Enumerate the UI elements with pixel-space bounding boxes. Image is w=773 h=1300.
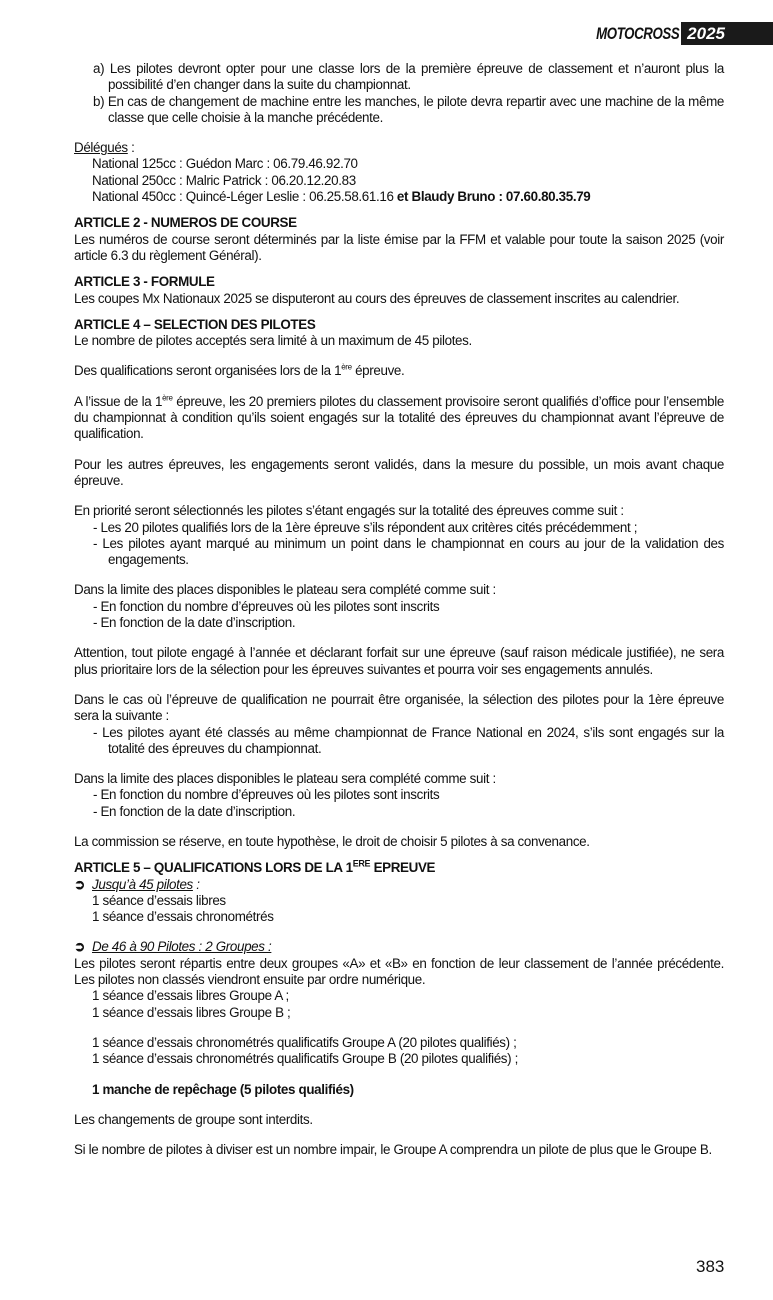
arrow-right-icon: ➲: [74, 939, 85, 955]
section-90-heading: ➲ De 46 à 90 Pilotes : 2 Groupes :: [74, 939, 272, 955]
list-item: - Les pilotes ayant marqué au minimum un point dans le championnat en cours au jour de la validation des engagements.: [93, 535, 724, 568]
repechage-line: 1 manche de repêchage (5 pilotes qualifiés): [92, 1081, 354, 1097]
delegue-125: National 125cc : Guédon Marc : 06.79.46.92.70: [92, 156, 358, 172]
article4-p5: En priorité seront sélectionnés les pilotes s’étant engagés sur la totalité des épreuves comme suit :: [74, 503, 624, 519]
group-change-note: Les changements de groupe sont interdits.: [74, 1111, 313, 1127]
article2-text: Les numéros de course seront déterminés par la liste émise par la FFM et valable pour toute la saison 2025 (voir article 6.3 du règlement Général).: [74, 231, 724, 263]
session-line: 1 séance d’essais chronométrés qualificatifs Groupe A (20 pilotes qualifiés) ;: [92, 1034, 517, 1050]
list-item: - Les pilotes ayant été classés au même championnat de France National en 2024, s’ils sont engagés sur la totalité des épreuves du championnat.: [93, 724, 724, 756]
article4-title: ARTICLE 4 – SELECTION DES PILOTES: [74, 316, 316, 332]
session-line: 1 séance d’essais chronométrés: [92, 909, 274, 925]
document-body: [74, 61, 724, 1158]
page-number: 383: [696, 1257, 725, 1276]
article4-p2: Des qualifications seront organisées lors de la 1ère épreuve.: [74, 362, 405, 379]
session-line: 1 séance d’essais libres Groupe B ;: [92, 1004, 291, 1020]
list-item: - En fonction du nombre d’épreuves où les pilotes sont inscrits: [93, 787, 440, 803]
list-item: - En fonction du nombre d’épreuves où les pilotes sont inscrits: [93, 598, 440, 614]
article4-p9: Dans la limite des places disponibles le plateau sera complété comme suit :: [74, 771, 496, 787]
list-item: - En fonction de la date d’inscription.: [93, 615, 296, 631]
article4-p4: Pour les autres épreuves, les engagements seront validés, dans la mesure du possible, un mois avant chaque épreuve.: [74, 456, 724, 488]
session-line: 1 séance d’essais chronométrés qualificatifs Groupe B (20 pilotes qualifiés) ;: [92, 1051, 518, 1067]
article2-title: ARTICLE 2 - NUMEROS DE COURSE: [74, 215, 297, 231]
section-45-heading: ➲ Jusqu’à 45 pilotes :: [74, 876, 200, 892]
intro-item-b: b) En cas de changement de machine entre les manches, le pilote devra repartir avec une machine de la même classe que celle choisie à la manche précédente.: [93, 93, 724, 125]
delegue-250: National 250cc : Malric Patrick : 06.20.12.20.83: [92, 172, 356, 188]
article4-p1: Le nombre de pilotes acceptés sera limité à un maximum de 45 pilotes.: [74, 333, 472, 349]
arrow-right-icon: ➲: [74, 876, 85, 892]
intro-item-a: a) Les pilotes devront opter pour une classe lors de la première épreuve de classement et n’auront plus la possibilité d’en changer dans la suite du championnat.: [93, 61, 724, 93]
page-header: [572, 22, 773, 45]
session-line: 1 séance d’essais libres Groupe A ;: [92, 988, 289, 1004]
article4-p7: Attention, tout pilote engagé à l’année et déclarant forfait sur une épreuve (sauf raison médicale justifiée), ne sera plus prioritaire lors de la sélection pour les épreuves suivantes et pourra voir ses engagements annulés.: [74, 645, 724, 677]
article5-title: ARTICLE 5 – QUALIFICATIONS LORS DE LA 1ERE EPREUVE: [74, 858, 436, 876]
header-title: MOTOCROSS: [595, 23, 679, 43]
article4-p10: La commission se réserve, en toute hypothèse, le droit de choisir 5 pilotes à sa convenance.: [74, 833, 590, 849]
article3-text: Les coupes Mx Nationaux 2025 se disputeront au cours des épreuves de classement inscrites au calendrier.: [74, 290, 680, 306]
article3-title: ARTICLE 3 - FORMULE: [74, 274, 215, 290]
article4-p6: Dans la limite des places disponibles le plateau sera complété comme suit :: [74, 582, 496, 598]
list-item: - En fonction de la date d’inscription.: [93, 803, 296, 819]
delegues-label: Délégués: [74, 140, 128, 156]
list-item: - Les 20 pilotes qualifiés lors de la 1ère épreuve s’ils répondent aux critères cités précédemment ;: [93, 519, 638, 535]
article4-p8: Dans le cas où l’épreuve de qualification ne pourrait être organisée, la sélection des pilotes pour la 1ère épreuve sera la suivante :: [74, 691, 724, 724]
section-90-text: Les pilotes seront répartis entre deux groupes «A» et «B» en fonction de leur classement de l’année précédente. Les pilotes non classés viendront ensuite par ordre numérique.: [74, 955, 724, 988]
odd-number-note: Si le nombre de pilotes à diviser est un nombre impair, le Groupe A comprendra un pilote de plus que le Groupe B.: [74, 1142, 712, 1158]
session-line: 1 séance d’essais libres: [92, 892, 226, 908]
delegue-450: National 450cc : Quincé-Léger Leslie : 06.25.58.61.16 et Blaudy Bruno : 07.60.80.35.79: [92, 189, 591, 205]
article4-p3: A l’issue de la 1ère épreuve, les 20 premiers pilotes du classement provisoire seront qualifiés d’office pour l’ensemble du championnat à condition qu’ils soient engagés sur la totalité des épreuves du championnat avant l’épreuve de qualification.: [74, 393, 724, 442]
delegues-heading: Délégués :: [74, 140, 135, 156]
header-year-badge: 2025: [681, 22, 773, 45]
